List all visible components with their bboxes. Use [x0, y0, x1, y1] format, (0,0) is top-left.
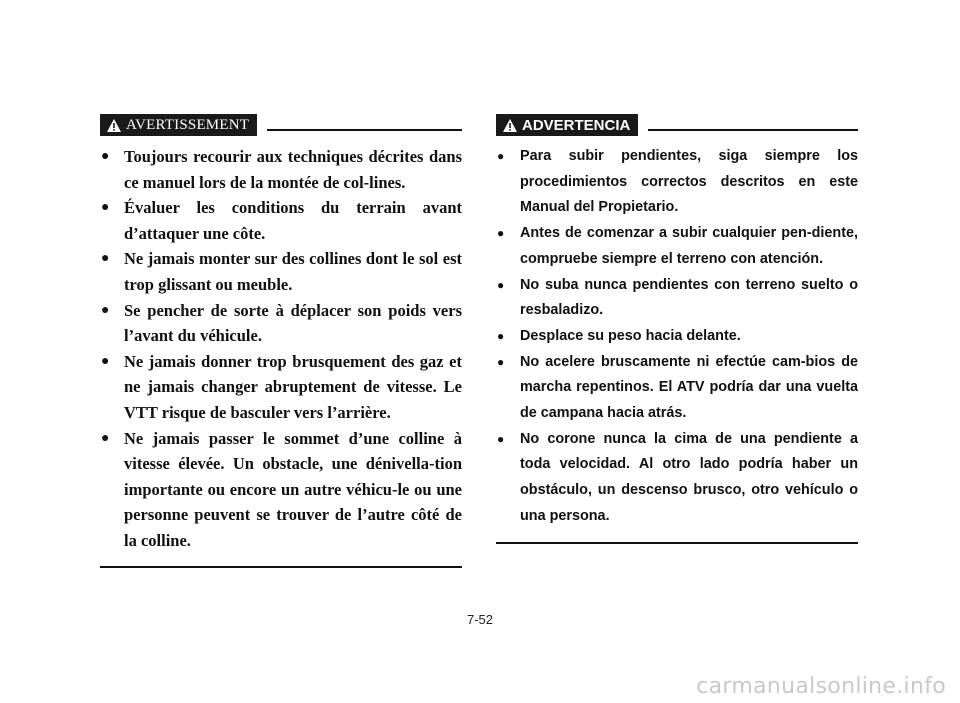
list-item: ● Se pencher de sorte à déplacer son poids vers l’avant du véhicule. — [100, 298, 462, 349]
list-item: ● No acelere bruscamente ni efectúe cam-bios de marcha repentinos. El ATV podría dar una vuelta de campana hacia atrás. — [496, 350, 858, 427]
list-item: ● Évaluer les conditions du terrain avant d’attaquer une côte. — [100, 195, 462, 246]
list-item: ● Ne jamais donner trop brusquement des gaz et ne jamais changer abruptement de vitesse. Le VTT risque de basculer vers l’arrière. — [100, 349, 462, 426]
list-item: ● No suba nunca pendientes con terreno suelto o resbaladizo. — [496, 273, 858, 324]
spanish-warning-badge — [496, 114, 638, 136]
french-warning-list — [100, 144, 462, 554]
end-rule — [100, 566, 462, 568]
warning-triangle-icon — [502, 118, 518, 133]
list-item: ● Para subir pendientes, siga siempre los procedimientos correctos descritos en este Manual del Propietario. — [496, 144, 858, 221]
list-item: ● Ne jamais monter sur des collines dont le sol est trop glissant ou meuble. — [100, 246, 462, 297]
header-rule — [648, 129, 858, 131]
watermark: carmanualsonline.info — [696, 674, 946, 699]
french-warning-block — [100, 112, 462, 568]
header-rule — [267, 129, 462, 131]
spanish-warning-header — [496, 112, 858, 138]
list-item: ● Toujours recourir aux techniques décrites dans ce manuel lors de la montée de col-lines. — [100, 144, 462, 195]
french-warning-header — [100, 112, 462, 138]
list-item: ● Ne jamais passer le sommet d’une colline à vitesse élevée. Un obstacle, une dénivella-tion importante ou encore un autre véhicu-le ou une personne peuvent se trouver de l’autre côté de la colline. — [100, 426, 462, 554]
page-number: 7-52 — [466, 612, 494, 627]
list-item: ● No corone nunca la cima de una pendiente a toda velocidad. Al otro lado podría haber un obstáculo, un descenso brusco, otro vehículo o una persona. — [496, 427, 858, 530]
french-warning-badge — [100, 114, 257, 136]
list-item: ● Desplace su peso hacia delante. — [496, 324, 858, 350]
warning-triangle-icon — [106, 118, 122, 133]
french-warning-label: AVERTISSEMENT — [126, 116, 250, 133]
list-item: ● Antes de comenzar a subir cualquier pen-diente, compruebe siempre el terreno con atención. — [496, 221, 858, 272]
spanish-warning-label: ADVERTENCIA — [522, 116, 631, 134]
spanish-warning-list — [496, 144, 858, 530]
end-rule — [496, 542, 858, 544]
spanish-warning-block — [496, 112, 858, 544]
